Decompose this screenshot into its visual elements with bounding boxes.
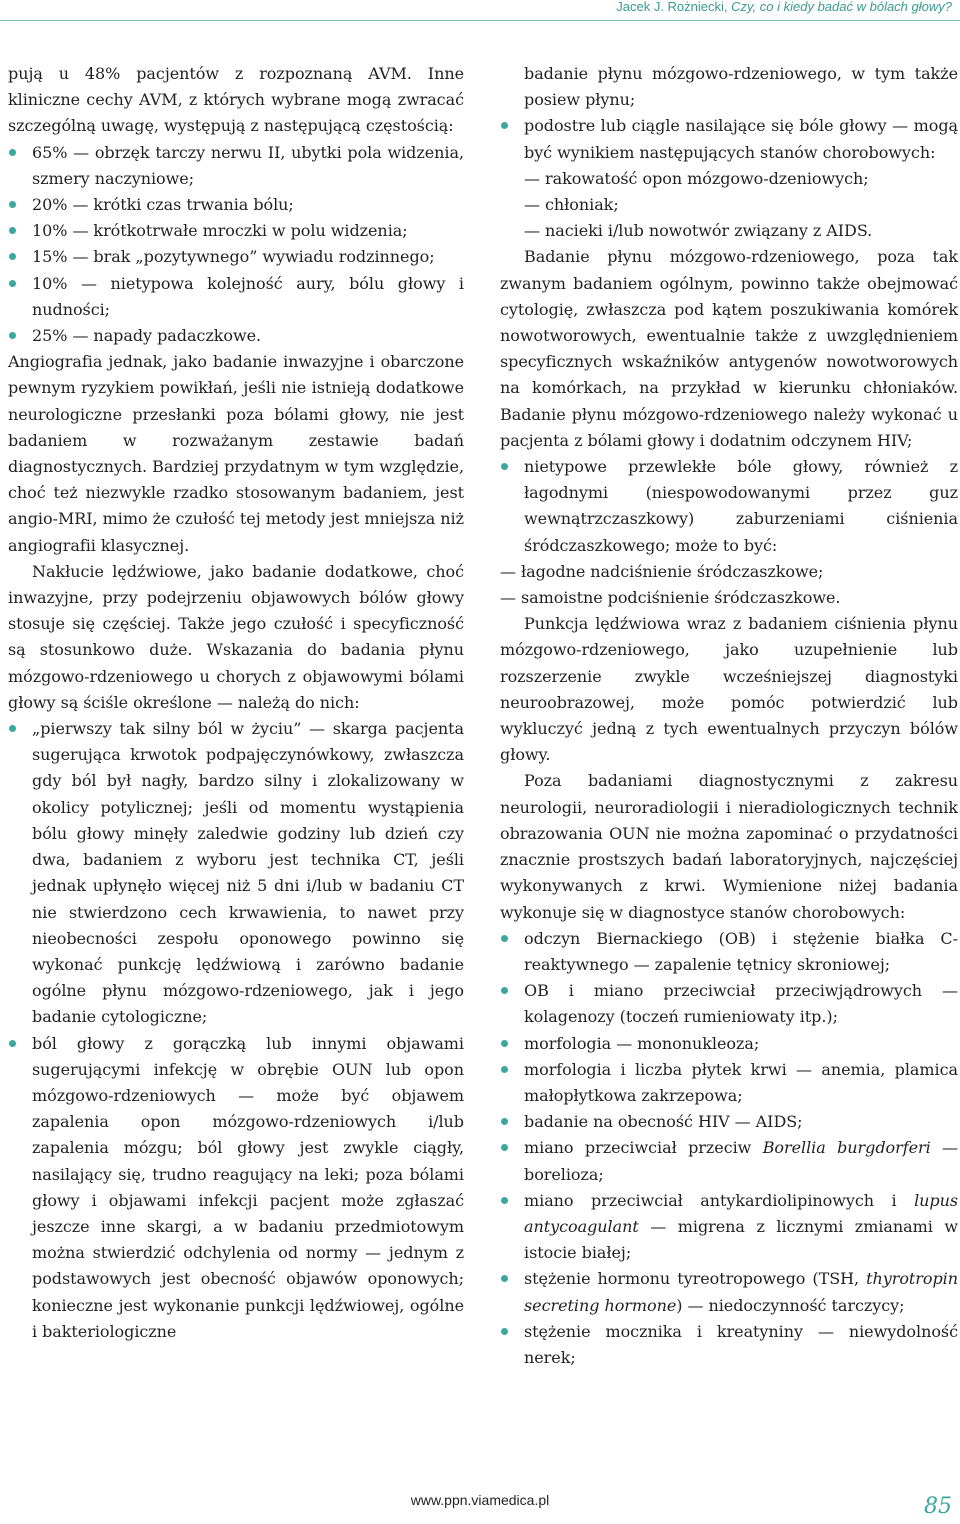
list-item: ból głowy z gorączką lub innymi objawami sugerującymi infekcję w obrębie OUN lub opon mózgowo-rdzeniowych — może być objawem zapalenia opon mózgowo-rdzeniowych i/lub zapalenia mózgu; ból głowy jest zwykle ciągły, nasilający się, trudno reagujący na leki; poza bólami głowy i objawami infekcji pacjent może zgłaszać jeszcze inne skargi, a w badaniu przedmiotowym można stwierdzić odchylenia od normy — jednym z podstawowych jest obecność objawów oponowych; konieczne jest wykonanie punkcji lędźwiowej, ogólne i bakteriologiczne (8, 1031, 464, 1345)
paragraph: Badanie płynu mózgowo-rdzeniowego, poza tak zwanym badaniem ogólnym, powinno także obejmować cytologię, zwłaszcza pod kątem poszukiwania komórek nowotworowych, ewentualnie także z uwzględnieniem specyficznych wskaźników antygenów nowotworowych na komórkach, na przykład w kierunku chłoniaków. Badanie płynu mózgowo-rdzeniowego należy wykonać u pacjenta z bólami głowy i dodatnim odczynem HIV; (500, 247, 958, 450)
paragraph: Punkcja lędźwiowa wraz z badaniem ciśnienia płynu mózgowo-rdzeniowego, jako uzupełnienie lub rozszerzenie zwykle wcześniejszej diagnostyki neuroobrazowej, może pomóc potwierdzić lub wykluczyć jedną z tych ewentualnych przyczyn bólów głowy. (500, 614, 958, 765)
lumbar-puncture-indications-list (8, 716, 464, 1345)
dash-item: — rakowatość opon mózgowo-dzeniowych; (524, 168, 869, 188)
paragraph: Angiografia jednak, jako badanie inwazyjne i obarczone pewnym ryzykiem powikłań, jeśli nie istnieją dodatkowe neurologiczne przesłanki poza bólami głowy, nie jest badaniem w rozważanym zestawie badań diagnostycznych. Bardziej przydatnym w tym względzie, choć też niezwykle rzadko stosowanym badaniem, jest angio-MRI, mimo że czułość tej metody jest mniejsza niż angiografii klasycznej. (8, 352, 464, 555)
paragraph: Nakłucie lędźwiowe, jako badanie dodatkowe, choć inwazyjne, przy podejrzeniu objawowych bólów głowy stosuje się częściej. Także jego czułość i specyficzność są stosunkowo duże. Wskazania do badania płynu mózgowo-rdzeniowego u chorych z objawowymi bólami głowy są ściśle określone — należą do nich: (8, 561, 464, 712)
list-item: 15% — brak „pozytywnego” wywiadu rodzinnego; (8, 244, 464, 270)
continued-list (500, 61, 958, 244)
dash-item: — nacieki i/lub nowotwór związany z AIDS. (524, 221, 873, 241)
right-column (500, 61, 958, 1371)
list-item: 10% — krótkotrwałe mroczki w polu widzenia; (8, 218, 464, 244)
list-item: 20% — krótki czas trwania bólu; (8, 192, 464, 218)
avm-features-list (8, 140, 464, 350)
list-item: 25% — napady padaczkowe. (8, 323, 464, 349)
footer-url: www.ppn.viamedica.pl (410, 1492, 550, 1508)
list-item: odczyn Biernackiego (OB) i stężenie białka C-reaktywnego — zapalenie tętnicy skroniowej; (500, 926, 958, 978)
italic-term: Borellia burgdorferi (762, 1138, 931, 1158)
list-item: stężenie mocznika i kreatyniny — niewydolność nerek; (500, 1319, 958, 1371)
text-run: stężenie hormonu tyreotropowego (TSH, (524, 1269, 867, 1289)
list-item (500, 1266, 958, 1318)
dash-item: — łagodne nadciśnienie śródczaszkowe; (500, 561, 824, 581)
text-run: — borelioza; (524, 1138, 958, 1184)
list-item: morfologia — mononukleoza; (500, 1031, 958, 1057)
header-rule (0, 20, 960, 21)
dash-item: — samoistne podciśnienie śródczaszkowe. (500, 588, 841, 608)
paragraph: pują u 48% pacjentów z rozpoznaną AVM. Inne kliniczne cechy AVM, z których wybrane mogą zwracać szczególną uwagę, występują z następującą częstością: (8, 64, 464, 136)
running-header (616, 0, 952, 18)
paragraph: Poza badaniami diagnostycznymi z zakresu neurologii, neuroradiologii i nieradiologicznych technik obrazowania OUN nie można zapominać o przydatności znacznie prostszych badań laboratoryjnych, najczęściej wykonywanych z krwi. Wymienione niżej badania wykonuje się w diagnostyce stanów chorobowych: (500, 771, 958, 922)
lab-tests-list (500, 926, 958, 1371)
list-item: OB i miano przeciwciał przeciwjądrowych — kolagenozy (toczeń rumieniowaty itp.); (500, 978, 958, 1030)
list-item (500, 1135, 958, 1187)
italic-term: lupus antycoagulant (524, 1190, 958, 1236)
dash-item: — chłoniak; (524, 195, 619, 215)
text-run: ) — niedoczynność tarczycy; (676, 1295, 905, 1315)
header-author: Jacek J. Rożniecki, (616, 0, 732, 14)
list-item: „pierwszy tak silny ból w życiu” — skarga pacjenta sugerująca krwotok podpajęczynówkowy, zwłaszcza gdy ból był nagły, bardzo silny i zlokalizowany w okolicy potylicznej; jeśli od momentu wystąpienia bólu głowy minęły zaledwie godziny lub dzień czy dwa, badaniem z wyboru jest technika CT, jeśli jednak upłynęło więcej niż 5 dni i/lub w badaniu CT nie stwierdzono cech krwawienia, to nawet przy nieobecności zespołu oponowego powinno się wykonać punkcję lędźwiową i zarówno badanie ogólne płynu mózgowo-rdzeniowego, jak i jego badanie cytologiczne; (8, 716, 464, 1030)
list-item: morfologia i liczba płytek krwi — anemia, plamica małopłytkowa zakrzepowa; (500, 1057, 958, 1109)
page-number: 85 (924, 1494, 952, 1519)
list-item: 10% — nietypowa kolejność aury, bólu głowy i nudności; (8, 271, 464, 323)
list-item: podostre lub ciągle nasilające się bóle głowy — mogą być wynikiem następujących stanów chorobowych: (500, 113, 958, 165)
list-item: 65% — obrzęk tarczy nerwu II, ubytki pola widzenia, szmery naczyniowe; (8, 140, 464, 192)
text-run: miano przeciwciał przeciw (524, 1138, 763, 1158)
left-column (8, 61, 464, 1345)
text-run: — migrena z licznymi zmianami w istocie białej; (524, 1216, 958, 1263)
list-item (500, 1188, 958, 1267)
list-item: badanie na obecność HIV — AIDS; (500, 1109, 958, 1135)
atypical-headache-list (500, 454, 958, 611)
italic-term: thyrotropin secreting hormone (524, 1269, 958, 1315)
list-item: nietypowe przewlekłe bóle głowy, również z łagodnymi (niespowodowanymi przez guz wewnątrzczaszkowy) zaburzeniami ciśnienia śródczaszkowego; może to być: (500, 454, 958, 559)
header-title: Czy, co i kiedy badać w bólach głowy? (731, 0, 952, 14)
list-item-continued: badanie płynu mózgowo-rdzeniowego, w tym także posiew płynu; (524, 64, 958, 110)
text-run: miano przeciwciał antykardiolipinowych i (524, 1190, 915, 1210)
